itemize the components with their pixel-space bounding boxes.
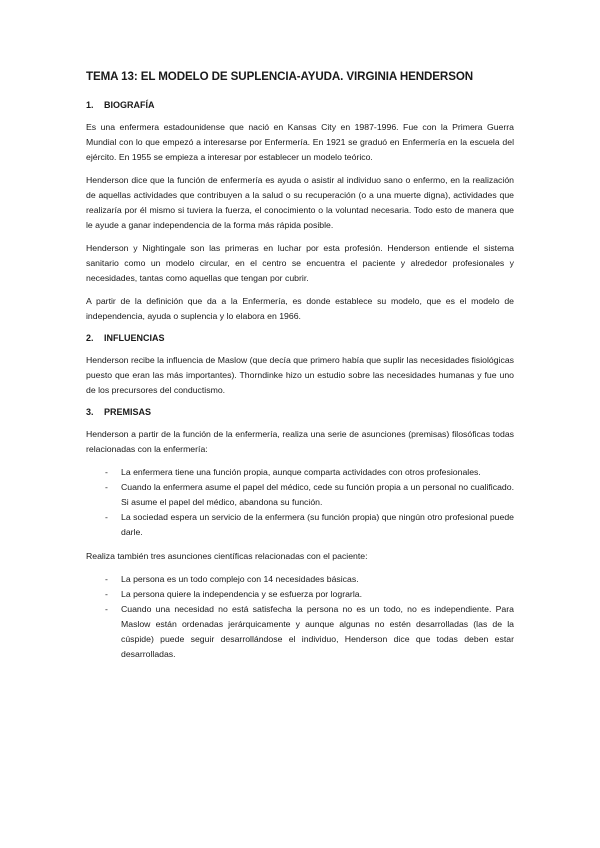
section-title: INFLUENCIAS [104, 333, 165, 343]
paragraph: A partir de la definición que da a la Enfermería, es donde establece su modelo, que es el modelo de independencia, ayuda o suplencia y lo elabora en 1966. [86, 296, 514, 321]
list-item [86, 480, 514, 510]
list-item [86, 510, 514, 540]
document-title: TEMA 13: EL MODELO DE SUPLENCIA-AYUDA. VIRGINIA HENDERSON [86, 70, 474, 83]
dash-bullet: - [105, 574, 108, 584]
dash-bullet: - [105, 482, 108, 492]
paragraph: Henderson y Nightingale son las primeras en luchar por esta profesión. Henderson entiende el sistema sanitario como un modelo circular, en el centro se encuentra el paciente y alrededor profesionales y necesidades, tantas como aquellas que tengan por cubrir. [86, 243, 514, 283]
dash-bullet: - [105, 604, 108, 614]
section-number: 1. [86, 100, 94, 110]
paragraph: Henderson dice que la función de enfermería es ayuda o asistir al individuo sano o enfermo, en la realización de aquellas actividades que contribuyen a la salud o su recuperación (o a una muerte digna), actividades que realizaría por él mismo si tuviera la fuerza, el conocimiento o la voluntad necesaria. Todo esto de manera que le ayude a ganar independencia de la forma más rápida posible. [86, 175, 514, 230]
scientific-premises-list [86, 572, 514, 662]
paragraph: Henderson a partir de la función de la enfermería, realiza una serie de asunciones (premisas) filosóficas todas relacionadas con la enfermería: [86, 429, 514, 454]
section-number: 3. [86, 407, 94, 417]
list-item-text: La persona quiere la independencia y se esfuerza por lograrla. [121, 589, 362, 599]
list-item [86, 602, 514, 662]
document-body [86, 70, 514, 671]
list-item-text: La sociedad espera un servicio de la enfermera (su función propia) que ningún otro profesional puede darle. [121, 512, 514, 537]
list-item [86, 587, 514, 602]
list-item-text: Cuando una necesidad no está satisfecha la persona no es un todo, no es independiente. Para Maslow están ordenadas jerárquicamente y aunque algunas no estén desarrolladas (las de la cúspide) puede seguir desarrollándose el individuo, Henderson dice que todas deben estar desarrolladas. [121, 604, 514, 659]
paragraph: Es una enfermera estadounidense que nació en Kansas City en 1987-1996. Fue con la Primera Guerra Mundial con lo que empezó a interesarse por Enfermería. En 1921 se graduó en Enfermería en la escuela del ejército. En 1955 se empieza a interesar por establecer un modelo teórico. [86, 122, 514, 162]
section-heading-premisas [86, 406, 514, 418]
list-item-text: La persona es un todo complejo con 14 necesidades básicas. [121, 574, 359, 584]
list-item [86, 572, 514, 587]
section-title: PREMISAS [104, 407, 152, 417]
dash-bullet: - [105, 467, 108, 477]
section-heading-biografia [86, 99, 514, 111]
paragraph: Henderson recibe la influencia de Maslow (que decía que primero había que suplir las necesidades fisiológicas puesto que eran las más importantes). Thorndinke hizo un estudio sobre las necesidades humanas y fue uno de los precursores del conductismo. [86, 355, 514, 395]
section-heading-influencias [86, 332, 514, 344]
dash-bullet: - [105, 512, 108, 522]
section-title: BIOGRAFÍA [104, 100, 155, 110]
list-item-text: La enfermera tiene una función propia, aunque comparta actividades con otros profesionales. [121, 467, 481, 477]
paragraph: Realiza también tres asunciones científicas relacionadas con el paciente: [86, 551, 368, 561]
list-item [86, 465, 514, 480]
philosophical-premises-list [86, 465, 514, 540]
list-item-text: Cuando la enfermera asume el papel del médico, cede su función propia a un personal no cualificado. Si asume el papel del médico, abandona su función. [121, 482, 514, 507]
dash-bullet: - [105, 589, 108, 599]
section-number: 2. [86, 333, 94, 343]
